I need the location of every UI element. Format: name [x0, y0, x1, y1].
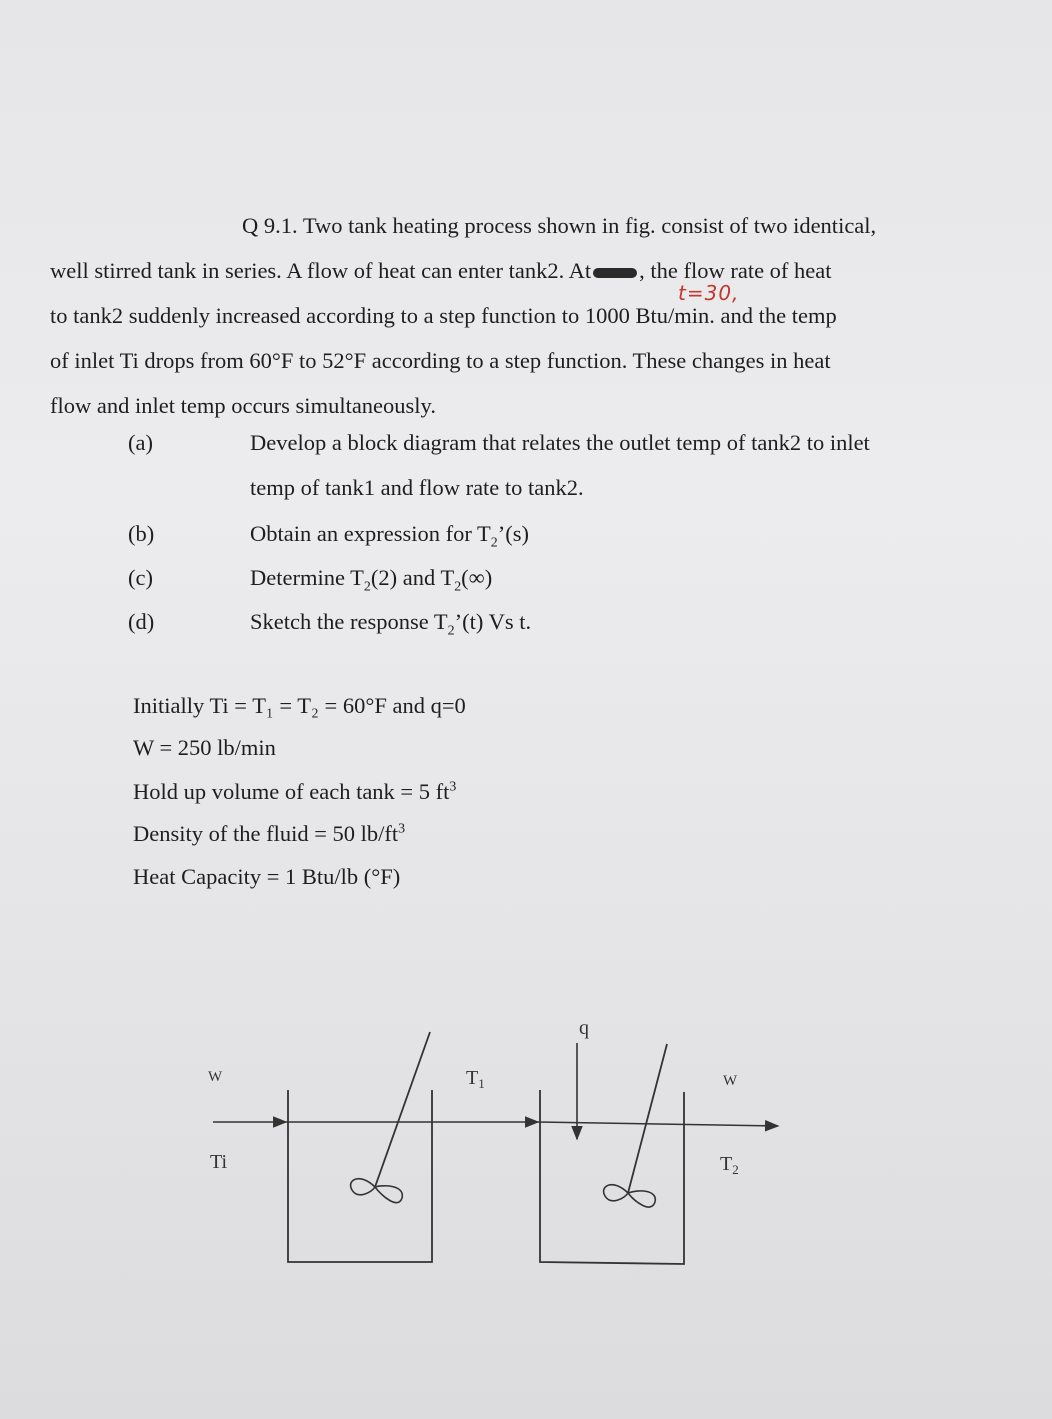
problem-line-1: Q 9.1. Two tank heating process shown in fig. consist of two identical, [242, 213, 877, 238]
stirrer-shaft-1 [375, 1032, 430, 1187]
problem-line-2: well stirred tank in series. A flow of heat can enter tank2. At , the flow rate of heat [50, 258, 832, 283]
given-flow: W = 250 lb/min [133, 735, 276, 760]
label-ti: Ti [210, 1151, 228, 1173]
tank-2 [540, 1090, 684, 1264]
given-holdup: Hold up volume of each tank = 5 $ft^3$ [133, 779, 457, 804]
label-t1: $T_1$ [466, 1067, 485, 1091]
problem-line-5: flow and inlet temp occurs simultaneously. [50, 393, 436, 418]
label-t2: $T_2$ [720, 1153, 739, 1177]
tank-1 [288, 1090, 432, 1262]
label-q: q [579, 1017, 589, 1039]
document-page: Q 9.1. Two tank heating process shown in fig. consist of two identical, well stirred tank in series. A flow of heat can enter tank2. At , the flow rate of heat to tank2 suddenly increased according to a step function to 1000 Btu/min. and the temp of inlet Ti drops from 60°F to 52°F according to a step function. These changes in heat flow and inlet temp occurs simultaneously. t=30, (a) Develop a block diagram that relates the outlet temp of tank2 to inlet temp of tank1 and flow rate to tank2. (b) Obtain an expression for $T_2’(s)$ (c) Determine $T_2(2)$ and $T_2(\infty)$ (d) Sketch the response $T_2’(t)$ Vs t. Initially Ti = T₁ = T₂ = 60°F and q=0 W = 250 lb/min Hold up volume of each tank = 5 $ft^3$ Density of the fluid = 50 $lb/ft^3$ Heat Capacity = 1 Btu/lb (°F) W Ti $T_1$ q W $T_2$ [0, 0, 1052, 1419]
handwritten-annotation: t=30, [678, 281, 740, 305]
outlet-stream-line [538, 1122, 778, 1126]
label-w-out: W [723, 1073, 738, 1089]
stirrer-shaft-2 [628, 1044, 667, 1193]
given-density: Density of the fluid = 50 $lb/ft^3$ [133, 821, 406, 846]
problem-line-3: to tank2 suddenly increased according to a step function to 1000 Btu/min. and the temp [50, 303, 837, 328]
label-w-in: W [208, 1069, 223, 1085]
given-heat-capacity: Heat Capacity = 1 Btu/lb (°F) [133, 864, 401, 889]
given-initial: Initially Ti = T₁ = T₂ = 60°F and q=0 [133, 693, 466, 718]
problem-line-4: of inlet Ti drops from 60°F to 52°F according to a step function. These changes in heat [50, 348, 831, 373]
